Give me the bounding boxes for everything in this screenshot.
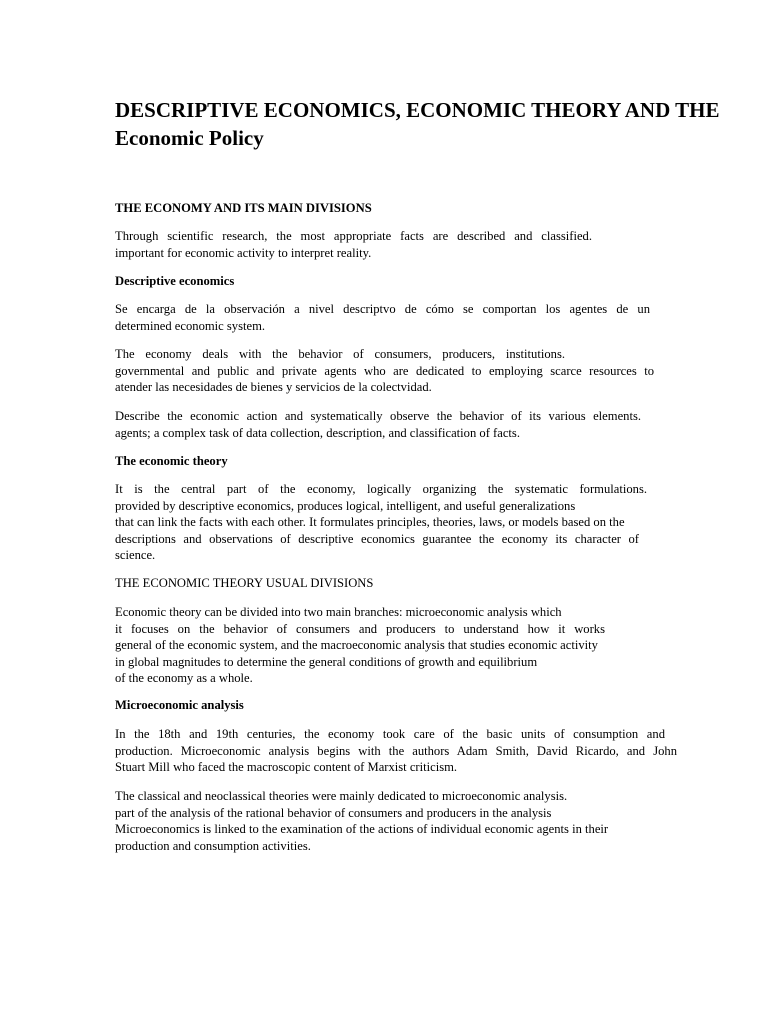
paragraph-research: [115, 228, 592, 261]
heading-theory-divisions: THE ECONOMIC THEORY USUAL DIVISIONS: [115, 576, 374, 590]
title-line-2: Economic Policy: [115, 126, 264, 150]
paragraph-line: Through scientific research, the most appropriate facts are described and classified.: [115, 229, 592, 243]
paragraph-line: it focuses on the behavior of consumers and producers to understand how it works: [115, 621, 605, 636]
heading-economy-divisions: THE ECONOMY AND ITS MAIN DIVISIONS: [115, 201, 372, 215]
paragraph-line: important for economic activity to interpret reality.: [115, 245, 372, 260]
paragraph-line: general of the economic system, and the macroeconomic analysis that studies economic activity: [115, 638, 598, 652]
heading-economic-theory: The economic theory: [115, 454, 228, 468]
paragraph-line: governmental and public and private agents who are dedicated to employing scarce resources to: [115, 363, 654, 378]
title-line-1: DESCRIPTIVE ECONOMICS, ECONOMIC THEORY AND THE: [115, 98, 720, 122]
paragraph-observation: [115, 301, 650, 334]
paragraph-line: science.: [115, 548, 156, 562]
paragraph-line: In the 18th and 19th centuries, the economy took care of the basic units of consumption and: [115, 727, 665, 741]
paragraph-line: in global magnitudes to determine the general conditions of growth and equilibrium: [115, 654, 538, 669]
paragraph-line: determined economic system.: [115, 318, 266, 333]
paragraph-line: It is the central part of the economy, logically organizing the systematic formulations.: [115, 482, 647, 496]
paragraph-line: Microeconomics is linked to the examination of the actions of individual economic agents in their: [115, 822, 609, 836]
paragraph-line: The economy deals with the behavior of consumers, producers, institutions.: [115, 347, 565, 361]
heading-microeconomic-analysis: Microeconomic analysis: [115, 698, 244, 712]
paragraph-line: Stuart Mill who faced the macroscopic content of Marxist criticism.: [115, 760, 458, 774]
paragraph-line: Se encarga de la observación a nivel descriptvo de cómo se comportan los agentes de un: [115, 302, 650, 316]
paragraph-line: part of the analysis of the rational behavior of consumers and producers in the analysis: [115, 805, 552, 820]
paragraph-describe-action: [115, 408, 641, 441]
paragraph-line: of the economy as a whole.: [115, 671, 253, 685]
paragraph-branches: [115, 604, 647, 687]
paragraph-line: descriptions and observations of descriptive economics guarantee the economy its character of: [115, 531, 639, 546]
paragraph-economy-behavior: [115, 346, 654, 396]
paragraph-line: production and consumption activities.: [115, 838, 311, 853]
paragraph-classical-theories: [115, 788, 645, 854]
paragraph-central-part: [115, 481, 650, 564]
paragraph-line: agents; a complex task of data collection, description, and classification of facts.: [115, 425, 520, 440]
paragraph-line: production. Microeconomic analysis begins with the authors Adam Smith, David Ricardo, and John: [115, 743, 677, 758]
paragraph-line: atender las necesidades de bienes y servicios de la colectvidad.: [115, 380, 432, 394]
heading-descriptive-economics: Descriptive economics: [115, 274, 235, 288]
paragraph-line: Economic theory can be divided into two main branches: microeconomic analysis which: [115, 605, 562, 619]
paragraph-line: Describe the economic action and systematically observe the behavior of its various elements.: [115, 409, 641, 423]
document-title: [115, 96, 768, 152]
paragraph-centuries: [115, 726, 677, 776]
paragraph-line: The classical and neoclassical theories were mainly dedicated to microeconomic analysis.: [115, 789, 568, 803]
paragraph-line: that can link the facts with each other. It formulates principles, theories, laws, or models based on the: [115, 515, 625, 529]
paragraph-line: provided by descriptive economics, produces logical, intelligent, and useful generalizations: [115, 498, 576, 513]
